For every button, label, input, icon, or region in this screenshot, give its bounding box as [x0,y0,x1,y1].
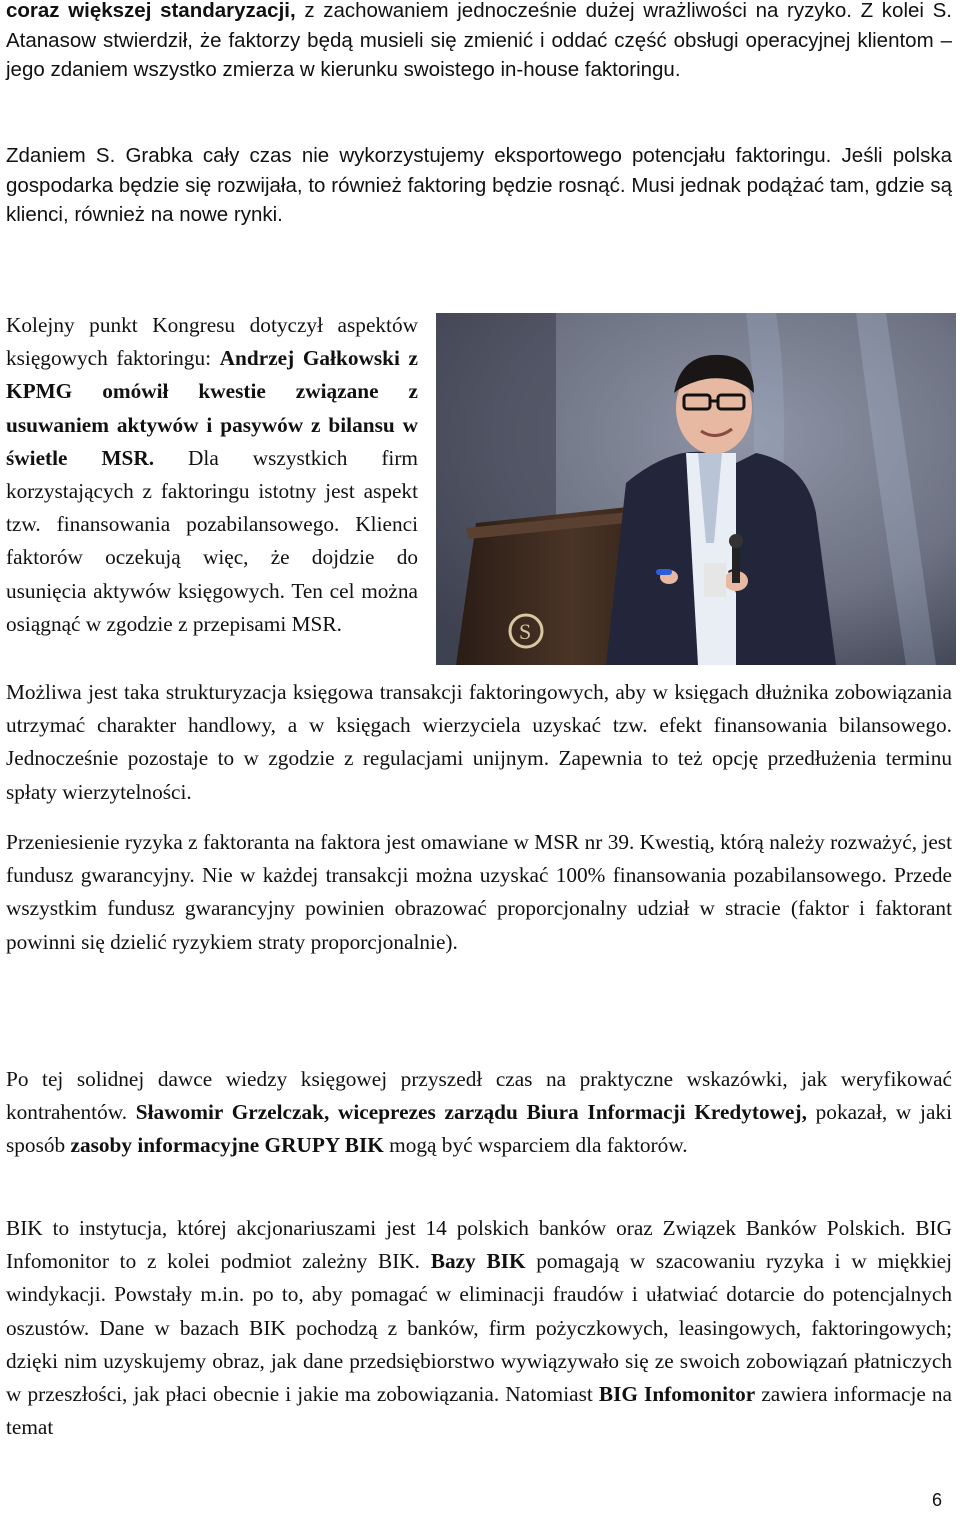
svg-text:S: S [519,619,532,644]
speaker-photo [436,313,956,665]
bold-phrase: Sławomir Grzelczak, wiceprezes zarządu Biura Informacji Kredytowej, [135,1100,807,1125]
paragraph-galkowski: Kolejny punkt Kongresu dotyczył aspektów księgowych faktoringu: Andrzej Gałkowski z KPMG omówił kwestie związane z usuwaniem aktywów i pasywów z bilansu w świetle MSR. Dla wszystkich firm korzystających z faktoringu istotny jest aspekt tzw. finansowania pozabilansowego. Klienci faktorów oczekują więc, że dojdzie do usunięcia aktywów księgowych. Ten cel można osiągnąć w zgodzie z przepisami MSR. [6,313,418,636]
bold-phrase: coraz większej standaryzacji, [6,0,296,22]
microphone-icon [732,543,740,583]
speaker-photo-illustration [436,313,956,665]
paragraph-standardization: coraz większej standaryzacji, z zachowaniem jednocześnie dużej wrażliwości na ryzyko. Z kolei S. Atanasow stwierdził, że faktorzy będą musieli się zmienić i oddać część obsługi operacyjnej klientom – jego zdaniem wszystko zmierza w kierunku swoistego in-house faktoringu. [6,0,952,81]
name-badge [704,563,726,597]
paragraph-grabka: Zdaniem S. Grabka cały czas nie wykorzystujemy eksportowego potencjału faktoringu. Jeśli polska gospodarka będzie się rozwijała, to również faktoring będzie rosnąć. Musi jednak podążać tam, gdzie są klienci, również na nowe rynki. [6,144,952,226]
paragraph-msr39: Przeniesienie ryzyka z faktoranta na faktora jest omawiane w MSR nr 39. Kwestią, którą należy rozważyć, jest fundusz gwarancyjny. Nie w każdej transakcji można uzyskać 100% finansowania pozabilansowego. Przede wszystkim fundusz gwarancyjny powinien obrazować proporcjonalny udział w stracie (faktor i faktorant powinni się dzielić ryzykiem straty proporcjonalnie). [6,830,952,954]
paragraph-bik: BIK to instytucja, której akcjonariuszami jest 14 polskich banków oraz Związek Banków Polskich. BIG Infomonitor to z kolei podmiot zależny BIK. Bazy BIK pomagają w szacowaniu ryzyka i w miękkiej windykacji. Powstały m.in. po to, aby pomagać w eliminacji fraudów i ułatwiać dotarcie do potencjalnych oszustów. Dane w bazach BIK pochodzą z banków, firm pożyczkowych, leasingowych, faktoringowych; dzięki nim uzyskujemy obraz, jak dane przedsiębiorstwo wywiązywało się ze swoich zobowiązań płatniczych w przeszłości, jak płaci obecnie i jakie ma zobowiązania. Natomiast BIG Infomonitor zawiera informacje na temat [6,1216,953,1440]
bold-phrase: zasoby informacyjne GRUPY BIK [70,1133,384,1158]
paragraph-structuring: Możliwa jest taka strukturyzacja księgowa transakcji faktoringowych, aby w księgach dłużnika zobowiązania utrzymać charakter handlowy, a w księgach wierzyciela uzyskać tzw. efekt finansowania bilansowego. Jednocześnie pozostaje to w zgodzie z regulacjami unijnym. Zapewnia to też opcję przedłużenia terminu spłaty wierzytelności. [6,680,952,804]
clicker-icon [656,569,672,575]
paragraph-grzelczak: Po tej solidnej dawce wiedzy księgowej przyszedł czas na praktyczne wskazówki, jak weryfikować kontrahentów. Sławomir Grzelczak, wiceprezes zarządu Biura Informacji Kredytowej, pokazał, w jaki sposób zasoby informacyjne GRUPY BIK mogą być wsparciem dla faktorów. [6,1067,952,1158]
bold-phrase: Bazy BIK [430,1249,526,1274]
page-number: 6 [932,1490,943,1510]
bold-phrase: Andrzej Gałkowski z KPMG omówił kwestie związane z usuwaniem aktywów i pasywów z bilansu w świetle MSR. [6,346,418,470]
bold-phrase: BIG Infomonitor [598,1382,756,1407]
